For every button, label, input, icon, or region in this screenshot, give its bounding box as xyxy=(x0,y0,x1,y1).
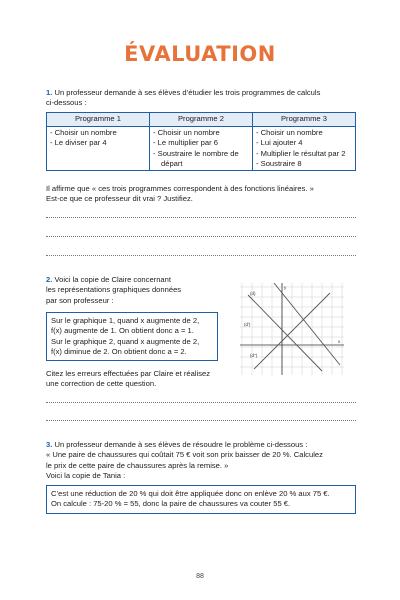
graph-label: (d') xyxy=(244,322,251,327)
graph-grid xyxy=(240,283,344,375)
answer-line[interactable] xyxy=(46,402,356,403)
question-number: 1. xyxy=(46,88,53,97)
table-header: Programme 2 xyxy=(150,113,253,127)
q3-intro-line: Un professeur demande à ses élèves de résoudre le problème ci-dessous : xyxy=(54,440,308,449)
program-step: - Multiplier le résultat par 2 xyxy=(256,148,346,158)
copy-line: C’est une réduction de 20 % qui doit être appliquée donc on enlève 20 % aux 75 €. xyxy=(51,489,330,498)
q1-claim-line: Il affirme que « ces trois programmes correspondent à des fonctions linéaires. » xyxy=(46,184,314,193)
question-2-task xyxy=(46,369,356,390)
q2-intro-line: les représentations graphiques données xyxy=(46,285,182,295)
line-d-double-prime xyxy=(274,283,340,365)
question-2-intro xyxy=(46,275,236,306)
line-d xyxy=(248,295,322,371)
copy-line: f(x) augmente de 1. On obtient donc a = 1. xyxy=(51,326,194,336)
copy-line: Sur le graphique 2, quand x augmente de 2, xyxy=(51,336,200,346)
program-step: - Lui ajouter 4 xyxy=(256,138,303,148)
answer-line[interactable] xyxy=(46,236,356,237)
program-step: - Choisir un nombre xyxy=(153,128,220,137)
answer-line[interactable] xyxy=(46,217,356,218)
q2-intro-line: par son professeur : xyxy=(46,295,114,305)
answer-line[interactable] xyxy=(46,420,356,421)
q2-intro-line: Voici la copie de Claire concernant xyxy=(54,275,171,284)
tania-copy-box xyxy=(46,485,356,514)
program-1-cell xyxy=(47,127,150,171)
program-step: - Le diviser par 4 xyxy=(50,138,107,148)
copy-line: f(x) diminue de 2. On obtient donc a = 2. xyxy=(51,346,187,356)
question-1-intro xyxy=(46,88,356,109)
program-2-cell xyxy=(150,127,253,171)
question-3-intro xyxy=(46,440,356,481)
page-title: ÉVALUATION xyxy=(124,42,276,66)
axis-label: y xyxy=(284,285,287,290)
programs-table xyxy=(46,112,356,171)
program-step: - Le multiplier par 6 xyxy=(153,138,218,148)
coordinate-graph xyxy=(240,283,344,375)
q2-task-line: Citez les erreurs effectuées par Claire et réalisez xyxy=(46,369,211,378)
program-step: - Choisir un nombre xyxy=(50,128,117,137)
q2-task-line: une correction de cette question. xyxy=(46,379,157,389)
q1-intro-line: ci-dessous : xyxy=(46,98,87,108)
claire-copy-box xyxy=(46,312,218,361)
graph-label: (d'') xyxy=(250,353,258,358)
table-header: Programme 3 xyxy=(253,113,356,127)
axis-label: x xyxy=(338,339,341,344)
program-step: - Choisir un nombre xyxy=(256,128,323,137)
q1-intro-line: Un professeur demande à ses élèves d’étudier les trois programmes de calculs xyxy=(54,88,321,97)
question-1-claim xyxy=(46,184,356,205)
answer-line[interactable] xyxy=(46,255,356,256)
program-3-cell xyxy=(253,127,356,171)
page-number: 88 xyxy=(196,573,204,580)
question-number: 3. xyxy=(46,440,53,449)
question-number: 2. xyxy=(46,275,53,284)
program-step: - Soustraire 8 xyxy=(256,158,302,168)
q3-intro-line: « Une paire de chaussures qui coûtait 75 € voit son prix baisser de 20 %. Calculez xyxy=(46,450,323,460)
copy-line: Sur le graphique 1, quand x augmente de 2, xyxy=(51,316,200,325)
program-step: - Soustraire le nombre de xyxy=(153,148,239,158)
graph-label: (d) xyxy=(250,291,256,296)
copy-line: On calcule : 75-20 % = 55, donc la paire de chaussures va couter 55 €. xyxy=(51,499,291,509)
table-header: Programme 1 xyxy=(47,113,150,127)
q3-intro-line: Voici la copie de Tania : xyxy=(46,470,126,480)
q3-intro-line: le prix de cette paire de chaussures après la remise. » xyxy=(46,460,229,470)
q1-claim-line: Est-ce que ce professeur dit vrai ? Justifiez. xyxy=(46,194,193,204)
program-step: départ xyxy=(161,158,183,168)
